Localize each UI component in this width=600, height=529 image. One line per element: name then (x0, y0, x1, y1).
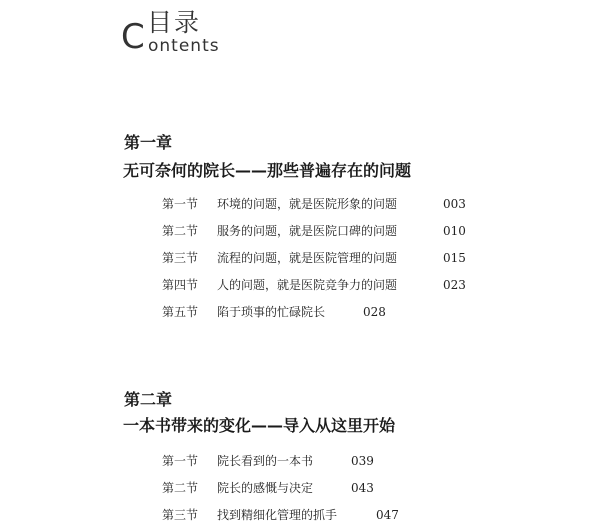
section-number: 第二节 (162, 224, 199, 238)
section-number: 第三节 (162, 508, 199, 522)
section-number: 第二节 (162, 481, 199, 495)
section-title: 院长的感慨与决定 (217, 481, 314, 495)
toc-entry[interactable] (162, 480, 374, 496)
section-title: 陷于琐事的忙碌院长 (217, 305, 326, 319)
section-title: 人的问题，就是医院竞争力的问题 (217, 278, 398, 292)
toc-entry[interactable] (162, 453, 374, 469)
section-number: 第三节 (162, 251, 199, 265)
section-page-number: 003 (443, 197, 466, 211)
section-number: 第一节 (162, 197, 199, 211)
toc-entry[interactable] (162, 223, 466, 239)
toc-title-initial: C (121, 17, 145, 57)
section-page-number: 015 (443, 251, 466, 265)
toc-entry[interactable] (162, 196, 466, 212)
toc-entry[interactable] (162, 277, 466, 293)
section-title: 服务的问题，就是医院口碑的问题 (217, 224, 398, 238)
section-title: 流程的问题，就是医院管理的问题 (217, 251, 398, 265)
section-page-number: 043 (351, 481, 374, 495)
section-title: 找到精细化管理的抓手 (217, 508, 338, 522)
section-page-number: 047 (376, 508, 399, 522)
section-page-number: 023 (443, 278, 466, 292)
chapter-1-title: 无可奈何的院长——那些普遍存在的问题 (123, 161, 412, 180)
chapter-1-label: 第一章 (124, 133, 173, 152)
section-number: 第四节 (162, 278, 199, 292)
toc-title-chinese: 目录 (147, 8, 202, 37)
chapter-2-title: 一本书带来的变化——导入从这里开始 (123, 416, 396, 435)
toc-entry[interactable] (162, 250, 466, 266)
section-title: 环境的问题，就是医院形象的问题 (217, 197, 398, 211)
toc-entry[interactable] (162, 507, 399, 523)
section-number: 第一节 (162, 454, 199, 468)
section-title: 院长看到的一本书 (217, 454, 314, 468)
section-page-number: 039 (351, 454, 374, 468)
toc-title-english: ontents (148, 36, 220, 56)
section-number: 第五节 (162, 305, 199, 319)
section-page-number: 010 (443, 224, 466, 238)
toc-entry[interactable] (162, 304, 386, 320)
section-page-number: 028 (363, 305, 386, 319)
chapter-2-label: 第二章 (124, 390, 173, 409)
